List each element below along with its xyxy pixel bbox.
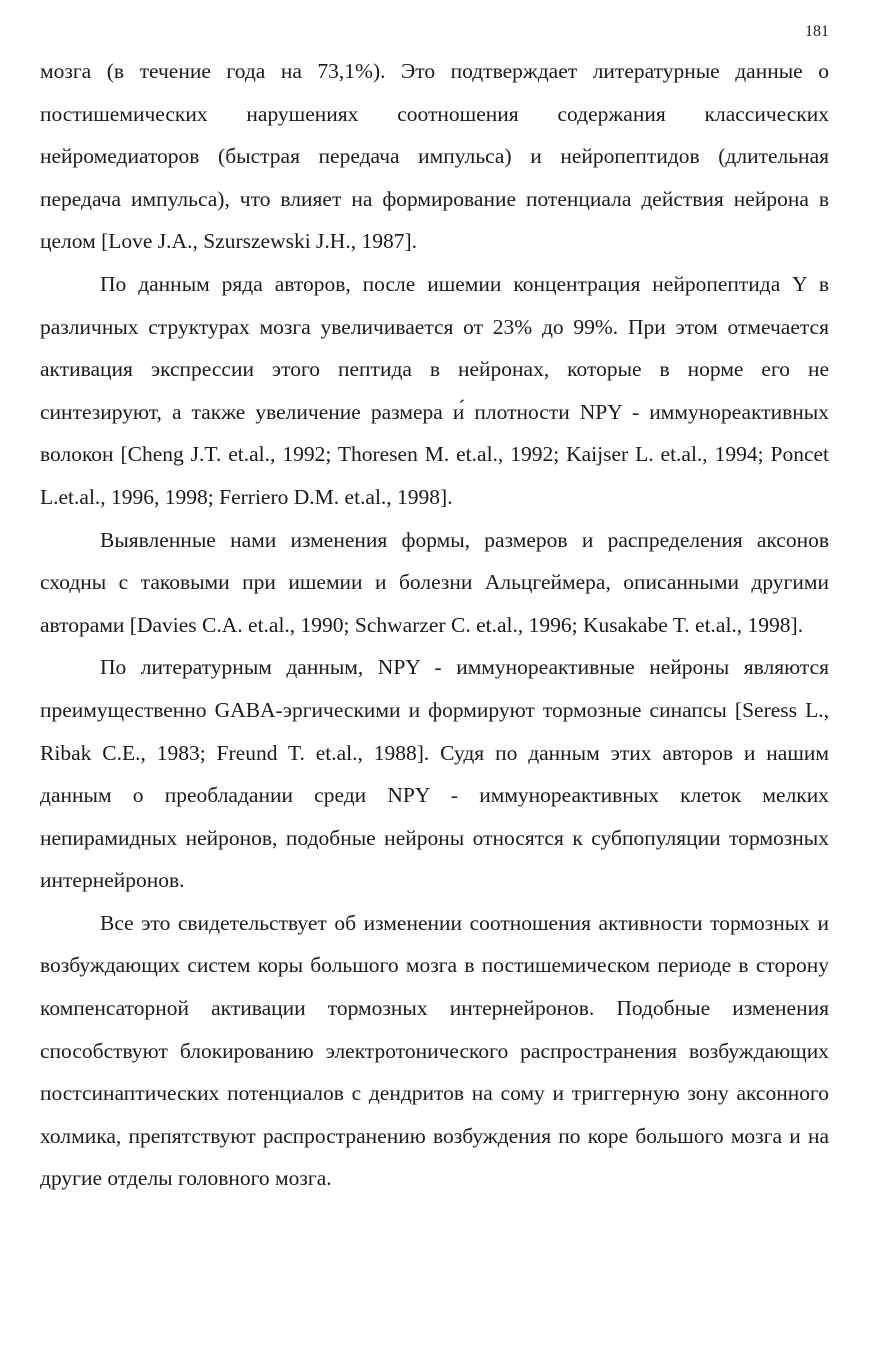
paragraph-npy-neurons: По литературным данным, NPY - иммунореактивные нейроны являются преимущественно GABA-эргическими и формируют тормозные синапсы [Seress L., Ribak C.E., 1983; Freund T. et.al., 1988]. Судя по данным этих авторов и нашим данным о преобладании среди NPY - иммунореактивных клеток мелких непирамидных нейронов, подобные нейроны относятся к субпопуляции тормозных интернейронов. xyxy=(40,655,829,893)
page-number: 181 xyxy=(805,23,829,40)
paragraph-neuropeptide-y: По данным ряда авторов, после ишемии концентрация нейропептида Y в различных структурах мозга увеличивается от 23% до 99%. При этом отмечается активация экспрессии этого пептида в нейронах, которые в норме его не синтезируют, а также увеличение размера и́ плотности NPY - иммунореактивных волокон [Cheng J.T. et.al., 1992; Thoresen M. et.al., 1992; Kaijser L. et.al., 1994; Poncet L.et.al., 1996, 1998; Ferriero D.M. et.al., 1998]. xyxy=(40,271,829,509)
body-text xyxy=(40,50,829,1200)
paragraph-conclusion: Все это свидетельствует об изменении соотношения активности тормозных и возбуждающих систем коры большого мозга в постишемическом периоде в сторону компенсаторной активации тормозных интернейронов. Подобные изменения способствуют блокированию электротонического распространения возбуждающих постсинаптических потенциалов с дендритов на сому и триггерную зону аксонного холмика, препятствуют распространению возбуждения по коре большого мозга и на другие отделы головного мозга. xyxy=(40,910,829,1191)
paragraph-continuation: мозга (в течение года на 73,1%). Это подтверждает литературные данные о постишемических нарушениях соотношения содержания классических нейромедиаторов (быстрая передача импульса) и нейропептидов (длительная передача импульса), что влияет на формирование потенциала действия нейрона в целом [Love J.A., Szurszewski J.H., 1987]. xyxy=(40,59,829,254)
paragraph-axon-changes: Выявленные нами изменения формы, размеров и распределения аксонов сходны с таковыми при ишемии и болезни Альцгеймера, описанными другими авторами [Davies C.A. et.al., 1990; Schwarzer C. et.al., 1996; Kusakabe T. et.al., 1998]. xyxy=(40,527,829,637)
